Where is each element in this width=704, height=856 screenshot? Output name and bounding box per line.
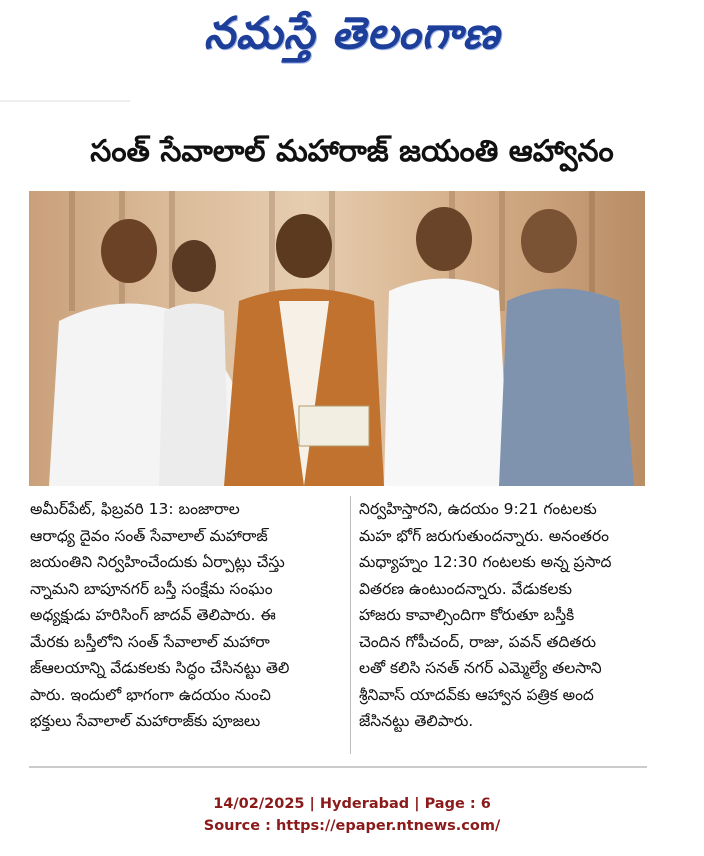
- body-line: వితరణ ఉంటుందన్నారు. వేడుకలకు: [359, 579, 572, 598]
- newspaper-logo: నమస్తే తెలంగాణ: [203, 8, 501, 59]
- body-line: పారు. ఇందులో భాగంగా ఉదయం నుంచి: [30, 685, 271, 704]
- body-line: జేసినట్టు తెలిపారు.: [359, 712, 474, 730]
- body-line: మధ్యాహ్నం 12:30 గంటలకు అన్న ప్రసాద: [359, 553, 612, 571]
- body-line: జయంతిని నిర్వహించేందుకు ఏర్పాట్లు చేస్తు: [30, 553, 285, 571]
- body-line: నిర్వహిస్తారని, ఉదయం 9:21 గంటలకు: [359, 500, 597, 518]
- body-line: ఆరాధ్య దైవం సంత్ సేవాలాల్ మహారాజ్: [30, 526, 268, 545]
- body-line: లతో కలిసి సనత్ నగర్ ఎమ్మెల్యే తలసాని: [359, 659, 602, 677]
- masthead: [0, 0, 704, 78]
- body-line: భక్తులు సేవాలాల్ మహారాజ్‌కు పూజలు: [30, 712, 261, 730]
- edition-info: 14/02/2025 | Hyderabad | Page : 6: [213, 796, 491, 812]
- article-headline: సంత్ సేవాలాల్ మహారాజ్ జయంతి ఆహ్వానం: [90, 134, 614, 169]
- source-link[interactable]: Source : https://epaper.ntnews.com/: [203, 818, 501, 834]
- body-line: మహ భోగ్ జరుగుతుందన్నారు. అనంతరం: [359, 526, 609, 545]
- body-line: అధ్యక్షుడు హరిసింగ్ జాదవ్ తెలిపారు. ఈ: [30, 606, 276, 624]
- body-line: అమీర్‌పేట్, ఫిబ్రవరి 13: బంజారాల: [30, 500, 240, 518]
- body-line: శ్రీనివాస్ యాదవ్‌కు ఆహ్వాన పత్రిక అంద: [359, 685, 594, 704]
- article-body-right-column: [359, 496, 659, 735]
- bottom-divider: [29, 766, 647, 768]
- photo-people-illustration: [29, 191, 645, 486]
- article-body-left-column: [30, 496, 342, 735]
- page-footer: [0, 793, 704, 837]
- body-line: హాజరు కావాల్సిందిగా కోరుతూ బస్తీకి: [359, 606, 575, 624]
- column-divider: [350, 496, 351, 754]
- body-line: చెందిన గోపీచంద్, రాజు, పవన్ తదితరు: [359, 632, 597, 651]
- body-line: మేరకు బస్తీలోని సంత్ సేవాలాల్ మహారా: [30, 632, 270, 651]
- body-line: న్నామని బాపూనగర్ బస్తీ సంక్షేమ సంఘం: [30, 579, 273, 598]
- article-photo: [29, 191, 645, 486]
- body-line: జ్‌ఆలయాన్ని వేడుకలకు సిద్ధం చేసినట్టు తెలి: [30, 659, 290, 677]
- divider: [0, 100, 130, 102]
